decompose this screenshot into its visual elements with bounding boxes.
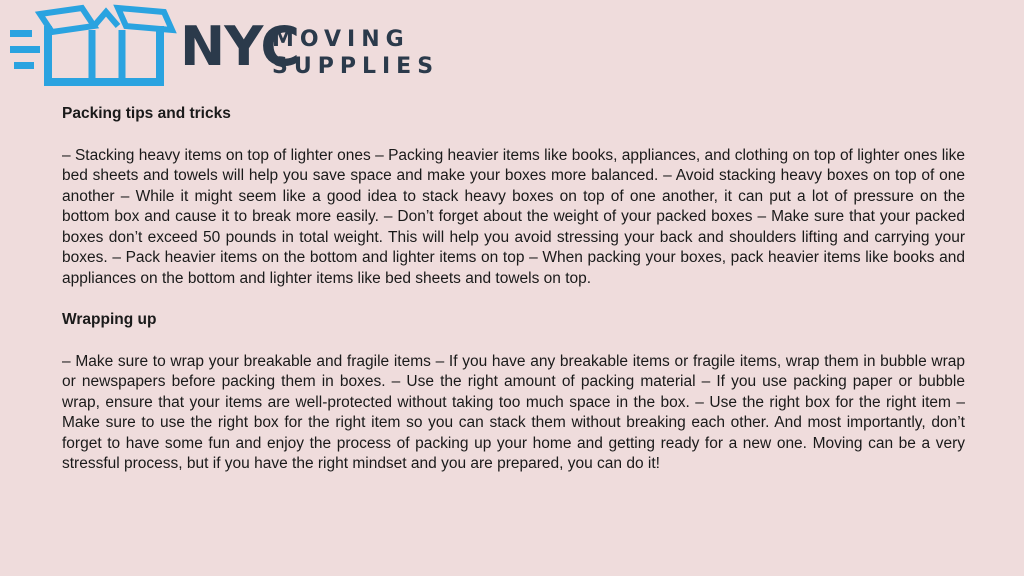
brand-logo: [10, 4, 440, 90]
moving-box-icon: [10, 4, 178, 90]
brand-line-1: MOVING: [272, 27, 410, 52]
section-body-packing-tips: – Stacking heavy items on top of lighter ones – Packing heavier items like books, appliances, and clothing on top of lighter ones like bed sheets and towels will help you save space and make your boxes more balanced. – Avoid stacking heavy boxes on top of one another – While it might seem like a good idea to stack heavy boxes on top of one another, it can put a lot of pressure on the bottom box and cause it to break more easily. – Don’t forget about the weight of your packed boxes – Make sure that your packed boxes don’t exceed 50 pounds in total weight. This will help you avoid stressing your back and shoulders lifting and carrying your boxes. – Pack heavier items on the bottom and lighter items on top – When packing your boxes, pack heavier items like books and appliances on the bottom and lighter items like bed sheets and towels on top.: [62, 146, 965, 287]
brand-line-2: SUPPLIES: [272, 54, 440, 79]
brand-name: NYC: [180, 15, 300, 78]
section-heading-wrapping-up: Wrapping up: [62, 311, 157, 328]
article-content: [62, 104, 965, 496]
section-body-wrapping-up: – Make sure to wrap your breakable and fragile items – If you have any breakable items or fragile items, wrap them in bubble wrap or newspapers before packing them in boxes. – Use the right amount of packing material – If you use packing paper or bubble wrap, ensure that your items are well-protected without taking too much space in the box. – Use the right box for the right item – Make sure to use the right box for the right item so you can stack them without breaking each other. And most importantly, don’t forget to have some fun and enjoy the process of packing up your home and getting ready for a new one. Moving can be a very stressful process, but if you have the right mindset and you are prepared, you can do it!: [62, 352, 965, 472]
brand-tagline: [272, 26, 439, 80]
section-heading-packing-tips: Packing tips and tricks: [62, 105, 231, 122]
